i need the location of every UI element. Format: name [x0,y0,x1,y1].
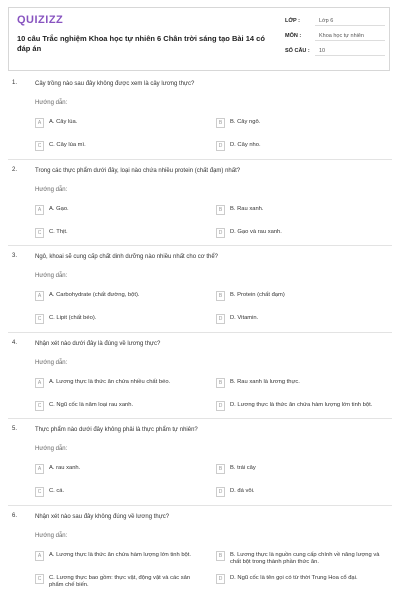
option-letter-box[interactable]: D [216,401,225,411]
question-text: Ngô, khoai sẽ cung cấp chất dinh dưỡng nào nhiều nhất cho cơ thể? [35,254,219,260]
option-text: C. Cây lúa mì. [49,142,86,148]
answer-option-d[interactable] [216,487,386,501]
option-letter-box[interactable]: B [216,378,225,388]
option-letter-box[interactable]: D [216,141,225,151]
option-letter-box[interactable]: A [35,464,44,474]
option-text: C. Lương thực bao gồm: thực vật, động vật và các sản phẩm chế biến. [49,574,191,588]
answer-option-a[interactable] [35,378,205,392]
answer-hint-label: Hướng dẫn: [35,532,68,539]
option-text: D. Gạo và rau xanh. [230,228,282,235]
option-text: A. Cây lúa. [49,119,78,125]
question-number: 1. [12,80,18,86]
option-letter-box[interactable]: B [216,291,225,301]
answer-option-a[interactable] [35,118,205,132]
question-number: 2. [12,166,18,173]
option-letter-box[interactable]: B [216,205,225,215]
answer-option-d[interactable] [216,141,386,155]
option-text: B. Lương thực là nguồn cung cấp chính về năng lượng và chất bột trong thành phần thức ăn. [230,551,380,565]
question-divider [8,505,392,506]
question-divider [8,332,392,333]
answer-hint-label: Hướng dẫn: [35,273,68,279]
answer-option-b[interactable] [216,205,386,219]
option-text: A. Lương thực là thức ăn chứa nhiều chất béo. [49,378,171,385]
subject-underline [315,40,385,41]
answer-option-c[interactable] [35,228,205,242]
class-value: Lớp 6 [319,18,334,24]
question-divider [8,418,392,419]
answer-option-c[interactable] [35,487,205,501]
option-text: A. rau xanh. [49,465,81,471]
question-number: 4. [12,339,18,346]
class-underline [315,25,385,26]
option-letter-box[interactable]: C [35,487,44,497]
answer-option-a[interactable] [35,291,205,305]
answer-option-c[interactable] [35,401,205,415]
count-underline [315,55,385,56]
question-text: Trong các thực phẩm dưới đây, loại nào chứa nhiều protein (chất đạm) nhất? [35,167,241,174]
worksheet-title: 10 câu Trắc nghiệm Khoa học tự nhiên 6 Chân trời sáng tạo Bài 14 có đáp án [17,34,265,53]
answer-option-d[interactable] [216,574,386,588]
class-label: LỚP : [285,18,300,24]
option-text: D. Lương thực là thức ăn chứa hàm lượng lớn tinh bột. [230,401,373,408]
question-text: Cây trồng nào sau đây không được xem là cây lương thực? [35,81,195,87]
answer-option-d[interactable] [216,401,386,415]
question-number: 5. [12,426,18,432]
option-text: D. đá vôi. [230,488,255,494]
option-letter-box[interactable]: C [35,141,44,151]
option-text: B. trái cây [230,465,256,471]
answer-hint-label: Hướng dẫn: [35,186,68,193]
answer-option-c[interactable] [35,141,205,155]
option-letter-box[interactable]: C [35,574,44,584]
answer-option-c[interactable] [35,314,205,328]
question-text: Thực phẩm nào dưới đây không phải là thực phẩm tự nhiên? [35,427,198,433]
option-letter-box[interactable]: B [216,118,225,128]
question-divider [8,159,392,160]
option-text: A. Lương thực là thức ăn chứa hàm lượng lớn tinh bột. [49,551,191,558]
answer-hint-label: Hướng dẫn: [35,100,68,106]
answer-hint-label: Hướng dẫn: [35,446,68,452]
option-letter-box[interactable]: D [216,574,225,584]
option-text: B. Cây ngô. [230,119,261,125]
option-letter-box[interactable]: A [35,118,44,128]
option-letter-box[interactable]: B [216,464,225,474]
answer-option-b[interactable] [216,551,386,565]
option-letter-box[interactable]: A [35,291,44,301]
option-text: B. Protein (chất đạm) [230,292,285,298]
option-text: C. Lipit (chất béo). [49,315,97,321]
question-number: 3. [12,253,18,259]
option-text: C. Thịt. [49,228,68,235]
option-text: A. Gạo. [49,205,69,212]
option-text: D. Ngũ cốc là tên gọi có từ thời Trung Hoa cổ đại. [230,574,358,581]
option-letter-box[interactable]: C [35,401,44,411]
answer-option-b[interactable] [216,464,386,478]
quizizz-logo: QUIZIZZ [17,14,64,26]
subject-label: MÔN : [285,33,302,39]
option-letter-box[interactable]: D [216,228,225,238]
option-text: D. Vitamin. [230,315,259,321]
option-text: C. Ngũ cốc là năm loại rau xanh. [49,401,134,408]
option-letter-box[interactable]: D [216,487,225,497]
option-letter-box[interactable]: C [35,228,44,238]
answer-option-b[interactable] [216,291,386,305]
question-number: 6. [12,512,18,519]
subject-value: Khoa học tự nhiên [319,33,364,39]
count-label: SỐ CÂU : [285,48,310,54]
answer-option-a[interactable] [35,551,205,565]
question-text: Nhận xét nào sau đây không đúng về lương thực? [35,513,170,520]
question-text: Nhận xét nào dưới đây là đúng về lương thực? [35,340,161,347]
answer-option-a[interactable] [35,205,205,219]
option-text: D. Cây nho. [230,142,261,148]
answer-option-d[interactable] [216,228,386,242]
option-text: C. cá. [49,488,65,494]
option-letter-box[interactable]: A [35,551,44,561]
answer-option-a[interactable] [35,464,205,478]
answer-option-b[interactable] [216,378,386,392]
option-text: B. Rau xanh là lương thực. [230,378,300,385]
question-divider [8,245,392,246]
option-text: B. Rau xanh. [230,205,264,212]
answer-hint-label: Hướng dẫn: [35,359,68,366]
worksheet-header [8,7,390,71]
option-letter-box[interactable]: D [216,314,225,324]
option-letter-box[interactable]: A [35,378,44,388]
answer-option-d[interactable] [216,314,386,328]
option-letter-box[interactable]: A [35,205,44,215]
option-letter-box[interactable]: B [216,551,225,561]
count-value: 10 [319,48,326,54]
answer-option-b[interactable] [216,118,386,132]
option-text: A. Carbohydrate (chất đường, bột). [49,292,140,298]
answer-option-c[interactable] [35,574,205,588]
option-letter-box[interactable]: C [35,314,44,324]
